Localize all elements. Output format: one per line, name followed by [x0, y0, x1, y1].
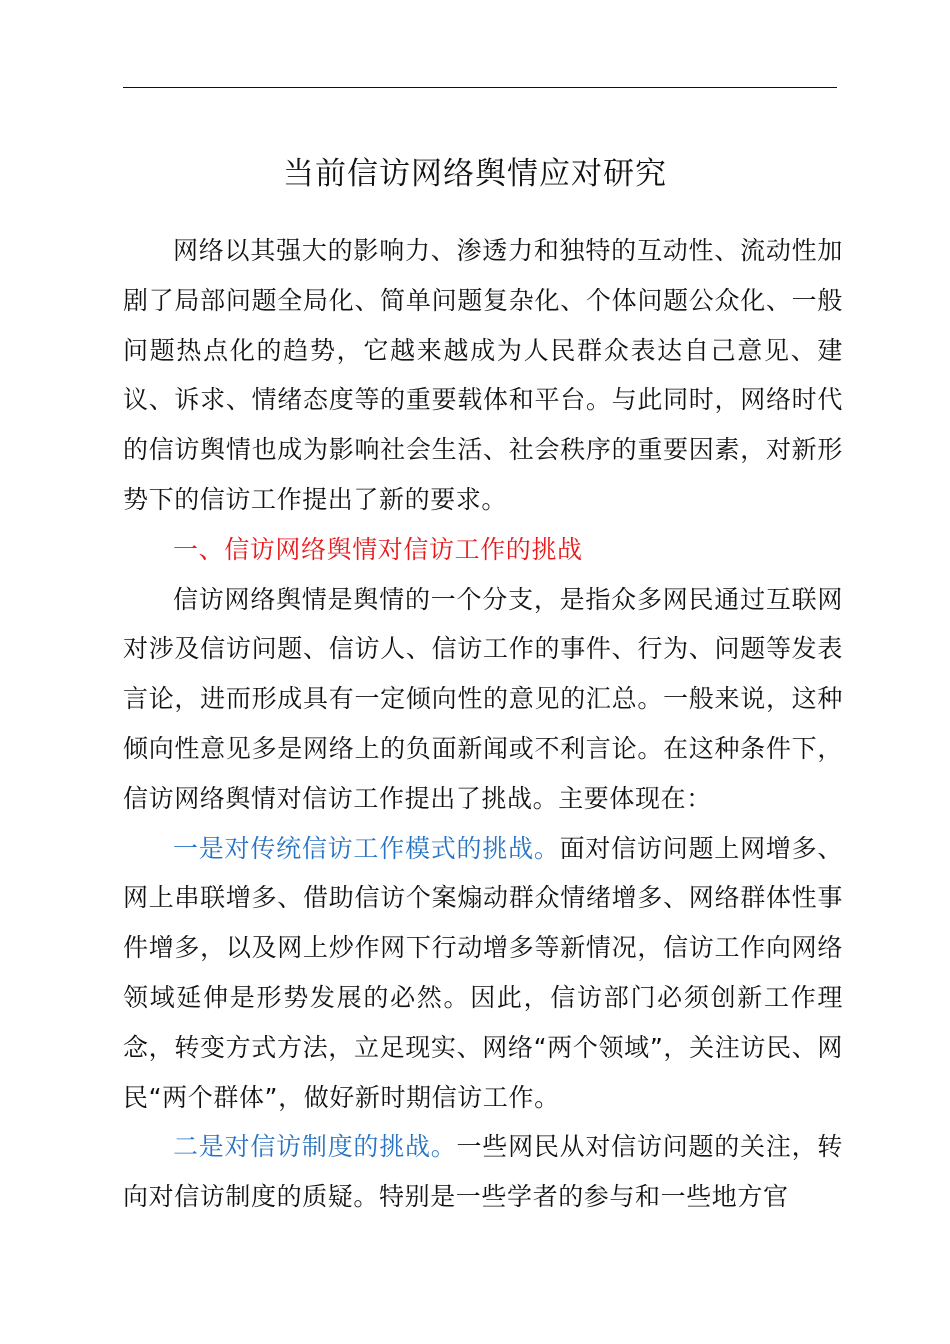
point-1-body: 面对信访问题上网增多、网上串联增多、借助信访个案煽动群众情绪增多、网络群体性事件增多，以及网上炒作网下行动增多等新情况，信访工作向网络领域延伸是形势发展的必然。因此，信访部门必须创新工作理念，转变方式方法，立足现实、网络“两个领域”，关注访民、网民“两个群体”，做好新时期信访工作。 — [123, 833, 843, 1112]
paragraph-point-1 — [123, 824, 843, 1123]
header-rule — [123, 87, 837, 88]
point-2-lead: 二是对信访制度的挑战。 — [173, 1132, 457, 1162]
point-1-lead: 一是对传统信访工作模式的挑战。 — [173, 833, 560, 863]
document-body — [123, 226, 843, 1222]
paragraph-section1-intro: 信访网络舆情是舆情的一个分支，是指众多网民通过互联网对涉及信访问题、信访人、信访工作的事件、行为、问题等发表言论，进而形成具有一定倾向性的意见的汇总。一般来说，这种倾向性意见多是网络上的负面新闻或不利言论。在这种条件下，信访网络舆情对信访工作提出了挑战。主要体现在： — [123, 584, 843, 813]
document-title: 当前信访网络舆情应对研究 — [283, 156, 667, 192]
section-heading-1: 一、信访网络舆情对信访工作的挑战 — [173, 534, 583, 564]
point-2-body: 一些网民从对信访问题的关注，转向对信访制度的质疑。特别是一些学者的参与和一些地方官 — [123, 1132, 843, 1212]
paragraph-point-2 — [123, 1122, 843, 1222]
paragraph-intro: 网络以其强大的影响力、渗透力和独特的互动性、流动性加剧了局部问题全局化、简单问题复杂化、个体问题公众化、一般问题热点化的趋势，它越来越成为人民群众表达自己意见、建议、诉求、情绪态度等的重要载体和平台。与此同时，网络时代的信访舆情也成为影响社会生活、社会秩序的重要因素，对新形势下的信访工作提出了新的要求。 — [123, 236, 843, 514]
